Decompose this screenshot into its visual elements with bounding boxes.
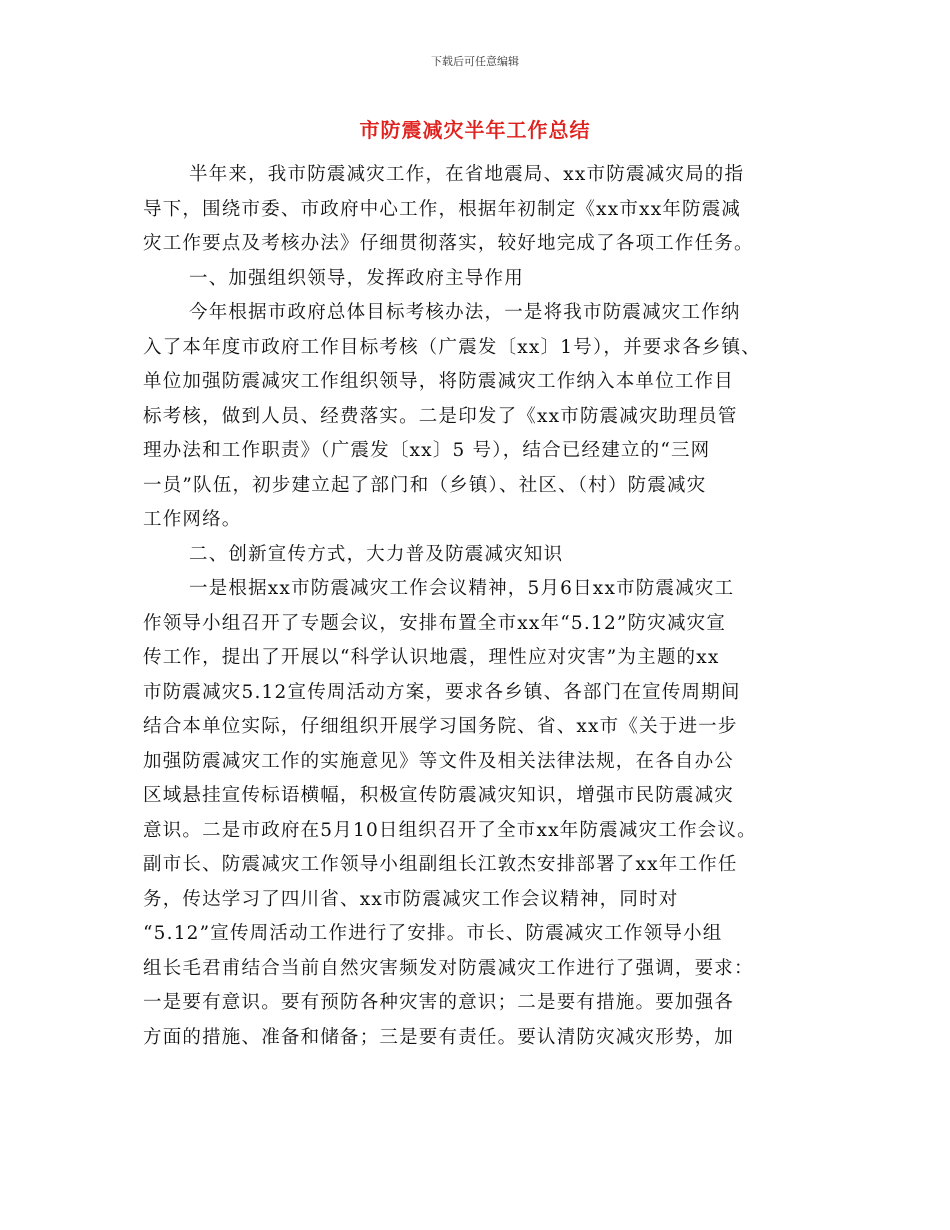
paragraph-line: 导下，围绕市委、市政府中心工作，根据年初制定《xx市xx年防震减 bbox=[143, 198, 742, 220]
paragraph-line: 加强防震减灾工作的实施意见》等文件及相关法律法规，在各自办公 bbox=[143, 750, 735, 772]
section-heading: 二、创新宣传方式，大力普及防震减灾知识 bbox=[189, 543, 564, 565]
paragraph-line: 今年根据市政府总体目标考核办法，一是将我市防震减灾工作纳 bbox=[189, 302, 741, 323]
paragraph-line: 半年来，我市防震减灾工作，在省地震局、xx市防震减灾局的指 bbox=[189, 164, 745, 185]
paragraph-line: 方面的措施、准备和储备；三是要有责任。要认清防灾减灾形势，加 bbox=[143, 1026, 735, 1048]
paragraph-line: 工作网络。 bbox=[143, 509, 242, 530]
paragraph-line: 单位加强防震减灾工作组织领导，将防震减灾工作纳入本单位工作目 bbox=[143, 371, 735, 392]
section-heading: 一、加强组织领导，发挥政府主导作用 bbox=[189, 267, 524, 289]
paragraph-line: “5.12”宣传周活动工作进行了安排。市长、防震减灾工作领导小组 bbox=[143, 923, 723, 944]
paragraph-line: 作领导小组召开了专题会议，安排布置全市xx年“5.12”防灾减灾宣 bbox=[143, 612, 727, 634]
paragraph-line: 务，传达学习了四川省、xx市防震减灾工作会议精神，同时对 bbox=[143, 888, 679, 910]
paragraph-line: 入了本年度市政府工作目标考核（广震发〔xx〕1号），并要求各乡镇、 bbox=[143, 336, 761, 358]
paragraph-line: 一是根据xx市防震减灾工作会议精神，5月6日xx市防震减灾工 bbox=[189, 578, 735, 599]
paragraph-line: 传工作，提出了开展以“科学认识地震，理性应对灾害”为主题的xx bbox=[143, 647, 720, 668]
paragraph-line: 一员”队伍，初步建立起了部门和（乡镇）、社区、（村）防震减灾 bbox=[143, 474, 707, 496]
paragraph-line: 结合本单位实际，仔细组织开展学习国务院、省、xx市《关于进一步 bbox=[143, 716, 738, 737]
paragraph-line: 意识。二是市政府在5月10日组织召开了全市xx年防震减灾工作会议。 bbox=[143, 819, 757, 841]
paragraph-line: 理办法和工作职责》（广震发〔xx〕5 号），结合已经建立的“三网 bbox=[143, 440, 711, 461]
header-note: 下载后可任意编辑 bbox=[431, 55, 519, 68]
paragraph-line: 副市长、防震减灾工作领导小组副组长江敦杰安排部署了xx年工作任 bbox=[143, 854, 738, 875]
paragraph-line: 市防震减灾5.12宣传周活动方案，要求各乡镇、各部门在宣传周期间 bbox=[143, 681, 741, 703]
paragraph-line: 一是要有意识。要有预防各种灾害的意识；二是要有措施。要加强各 bbox=[143, 992, 735, 1013]
paragraph-line: 区域悬挂宣传标语横幅，积极宣传防震减灾知识，增强市民防震减灾 bbox=[143, 785, 735, 806]
paragraph-line: 灾工作要点及考核办法》仔细贯彻落实，较好地完成了各项工作任务。 bbox=[143, 233, 754, 254]
paragraph-line: 组长毛君甫结合当前自然灾害频发对防震减灾工作进行了强调，要求： bbox=[143, 957, 754, 979]
paragraph-line: 标考核，做到人员、经费落实。二是印发了《xx市防震减灾助理员管 bbox=[143, 405, 738, 427]
document-title: 市防震减灾半年工作总结 bbox=[359, 118, 591, 142]
document-body bbox=[143, 158, 833, 1055]
